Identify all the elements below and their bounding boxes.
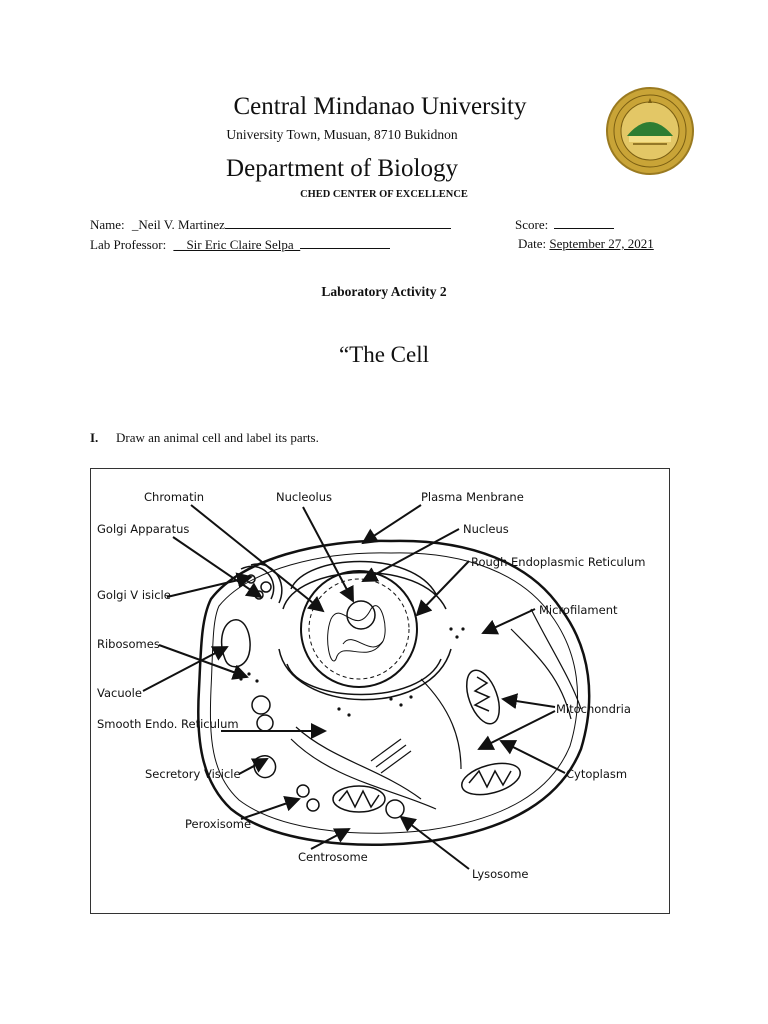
label-cytoplasm: Cytoplasm	[566, 767, 628, 781]
date-row	[518, 236, 654, 252]
arrow-mitochondria-2	[479, 711, 555, 749]
name-value: _Neil V. Martinez	[131, 217, 225, 232]
university-name: Central Mindanao University	[233, 93, 527, 120]
date-value: September 27, 2021	[549, 236, 654, 251]
label-plasma-membrane: Plasma Menbrane	[421, 490, 524, 504]
name-row	[90, 216, 451, 233]
label-peroxisome: Peroxisome	[185, 817, 252, 831]
university-seal-logo	[605, 86, 695, 176]
ched-caption: CHED CENTER OF EXCELLENCE	[300, 188, 468, 200]
activity-title: Laboratory Activity 2	[321, 284, 447, 299]
score-label: Score:	[515, 217, 549, 232]
arrow-microfilament	[483, 609, 535, 633]
arrow-nucleus	[363, 529, 459, 581]
score-blank	[554, 216, 614, 229]
arrow-rough-er	[417, 561, 469, 615]
professor-value: __Sir Eric Claire Selpa_	[173, 237, 301, 252]
date-label: Date:	[518, 236, 547, 251]
professor-label: Lab Professor:	[90, 237, 167, 252]
arrow-secretory-vesicle	[239, 759, 267, 774]
name-label: Name:	[90, 217, 125, 232]
arrow-cytoplasm	[501, 741, 565, 773]
professor-underline	[300, 236, 390, 249]
instruction-text: Draw an animal cell and label its parts.	[116, 430, 319, 445]
animal-cell-diagram	[91, 469, 669, 913]
arrow-ribosomes	[159, 645, 247, 677]
label-nucleolus: Nucleolus	[276, 490, 332, 504]
label-lysosome: Lysosome	[472, 867, 529, 881]
label-nucleus: Nucleus	[463, 522, 509, 536]
label-centrosome: Centrosome	[298, 850, 368, 864]
nucleolus-shape	[347, 601, 375, 629]
professor-row	[90, 236, 390, 253]
plasma-membrane-outline	[198, 541, 589, 845]
label-ribosomes: Ribosomes	[97, 637, 160, 651]
department-name: Department of Biology	[226, 155, 458, 182]
arrow-centrosome	[311, 829, 349, 849]
label-smooth-er: Smooth Endo. Reticulum	[97, 717, 239, 731]
instruction-number: I.	[90, 430, 99, 445]
vacuole-shape	[222, 620, 250, 667]
label-golgi-apparatus: Golgi Apparatus	[97, 522, 190, 536]
arrow-mitochondria-1	[503, 699, 555, 707]
label-rough-er: Rough Endoplasmic Reticulum	[471, 555, 646, 569]
cell-diagram-frame	[90, 468, 670, 914]
arrow-golgi-vesicle	[167, 577, 251, 597]
university-address: University Town, Musuan, 8710 Bukidnon	[226, 127, 458, 142]
cell-topic-title: “The Cell	[338, 342, 430, 367]
name-underline	[225, 216, 451, 229]
label-vacuole: Vacuole	[97, 686, 142, 700]
label-microfilament: Microfilament	[539, 603, 618, 617]
label-golgi-vesicle: Golgi V isicle	[97, 588, 171, 602]
label-chromatin: Chromatin	[144, 490, 205, 504]
label-mitochondria: Mitochondria	[556, 702, 631, 716]
lysosome-shape	[386, 800, 404, 818]
label-secretory-vesicle: Secretory Visicle	[145, 767, 241, 781]
score-row	[515, 216, 614, 233]
arrow-plasma-membrane	[363, 505, 421, 543]
arrow-peroxisome	[241, 799, 299, 819]
